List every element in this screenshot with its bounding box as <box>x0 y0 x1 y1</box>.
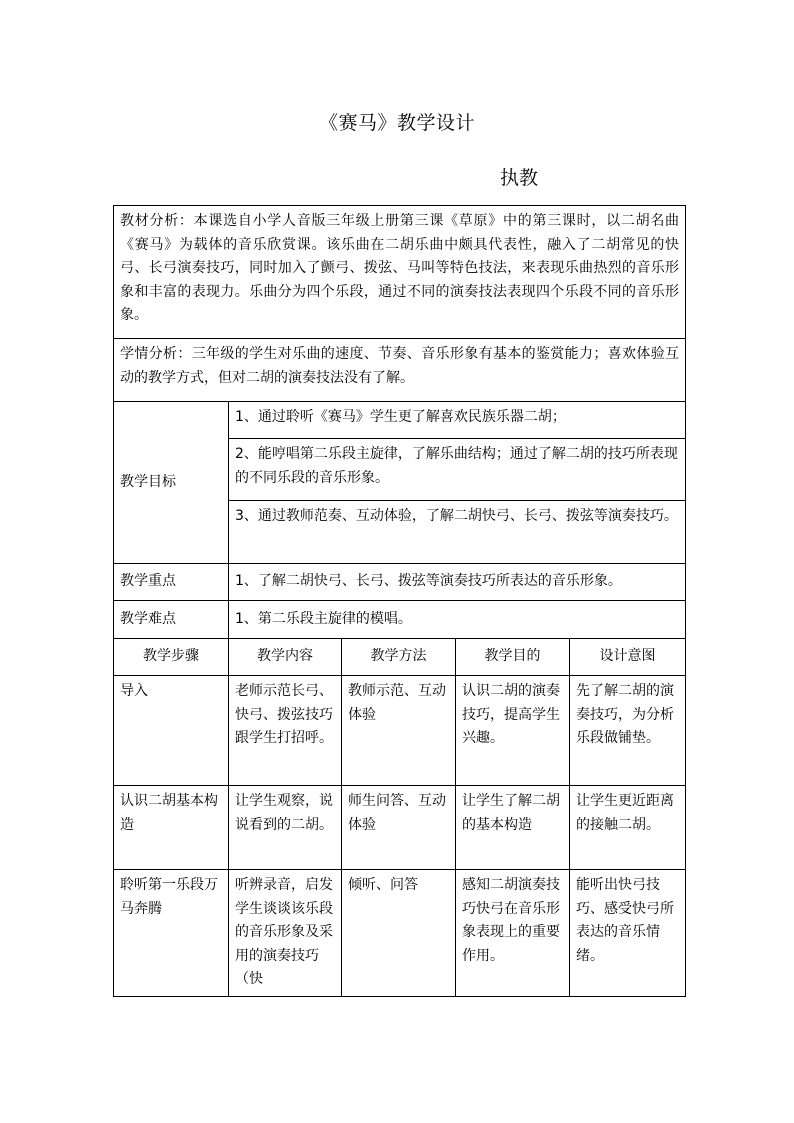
table-cell: 教师示范、互动体验 <box>342 676 456 786</box>
table-cell: 听辨录音，启发学生谈谈该乐段的音乐形象及采用的演奏技巧（快 <box>229 870 342 997</box>
table-row <box>114 870 686 997</box>
student-analysis-cell: 学情分析：三年级的学生对乐曲的速度、节奏、音乐形象有基本的鉴赏能力；喜欢体验互动的教学方式，但对二胡的演奏技法没有了解。 <box>114 339 686 402</box>
teacher-label: 执教 <box>500 167 539 189</box>
steps-header-row <box>114 639 686 676</box>
difficulty-row <box>114 601 686 639</box>
table-cell: 师生问答、互动体验 <box>342 786 456 870</box>
material-analysis-row <box>114 206 686 339</box>
difficulty-text: 1、第二乐段主旋律的模唱。 <box>229 601 686 639</box>
table-cell: 先了解二胡的演奏技巧，为分析乐段做铺垫。 <box>570 676 686 786</box>
lesson-plan-table <box>113 205 686 997</box>
header-cell: 设计意图 <box>570 639 686 676</box>
goals-label: 教学目标 <box>114 402 229 564</box>
difficulty-label: 教学难点 <box>114 601 229 639</box>
goal-row <box>114 402 686 439</box>
key-point-label: 教学重点 <box>114 564 229 601</box>
table-cell: 倾听、问答 <box>342 870 456 997</box>
key-point-text: 1、了解二胡快弓、长弓、拨弦等演奏技巧所表达的音乐形象。 <box>229 564 686 601</box>
table-cell: 认识二胡基本构造 <box>114 786 229 870</box>
header-cell: 教学步骤 <box>114 639 229 676</box>
table-row <box>114 676 686 786</box>
header-cell: 教学内容 <box>229 639 342 676</box>
table-cell: 导入 <box>114 676 229 786</box>
table-cell: 聆听第一乐段万马奔腾 <box>114 870 229 997</box>
student-analysis-row <box>114 339 686 402</box>
table-row <box>114 786 686 870</box>
goal-item: 3、通过教师范奏、互动体验，了解二胡快弓、长弓、拨弦等演奏技巧。 <box>229 501 686 564</box>
goal-item: 1、通过聆听《赛马》学生更了解喜欢民族乐器二胡； <box>229 402 686 439</box>
page-title: 《赛马》教学设计 <box>318 112 475 134</box>
table-cell: 认识二胡的演奏技巧，提高学生兴趣。 <box>456 676 570 786</box>
header-cell: 教学目的 <box>456 639 570 676</box>
table-cell: 感知二胡演奏技巧快弓在音乐形象表现上的重要作用。 <box>456 870 570 997</box>
table-cell: 老师示范长弓、快弓、拨弦技巧跟学生打招呼。 <box>229 676 342 786</box>
header-cell: 教学方法 <box>342 639 456 676</box>
table-cell: 能听出快弓技巧、感受快弓所表达的音乐情绪。 <box>570 870 686 997</box>
goal-item: 2、能哼唱第二乐段主旋律，了解乐曲结构；通过了解二胡的技巧所表现的不同乐段的音乐形象。 <box>229 439 686 501</box>
key-point-row <box>114 564 686 601</box>
material-analysis-cell: 教材分析：本课选自小学人音版三年级上册第三课《草原》中的第三课时，以二胡名曲《赛马》为载体的音乐欣赏课。该乐曲在二胡乐曲中颇具代表性，融入了二胡常见的快弓、长弓演奏技巧，同时加入了颤弓、拨弦、马叫等特色技法，来表现乐曲热烈的音乐形象和丰富的表现力。乐曲分为四个乐段，通过不同的演奏技法表现四个乐段不同的音乐形象。 <box>114 206 686 339</box>
table-cell: 让学生了解二胡的基本构造 <box>456 786 570 870</box>
table-cell: 让学生观察，说说看到的二胡。 <box>229 786 342 870</box>
table-cell: 让学生更近距离的接触二胡。 <box>570 786 686 870</box>
